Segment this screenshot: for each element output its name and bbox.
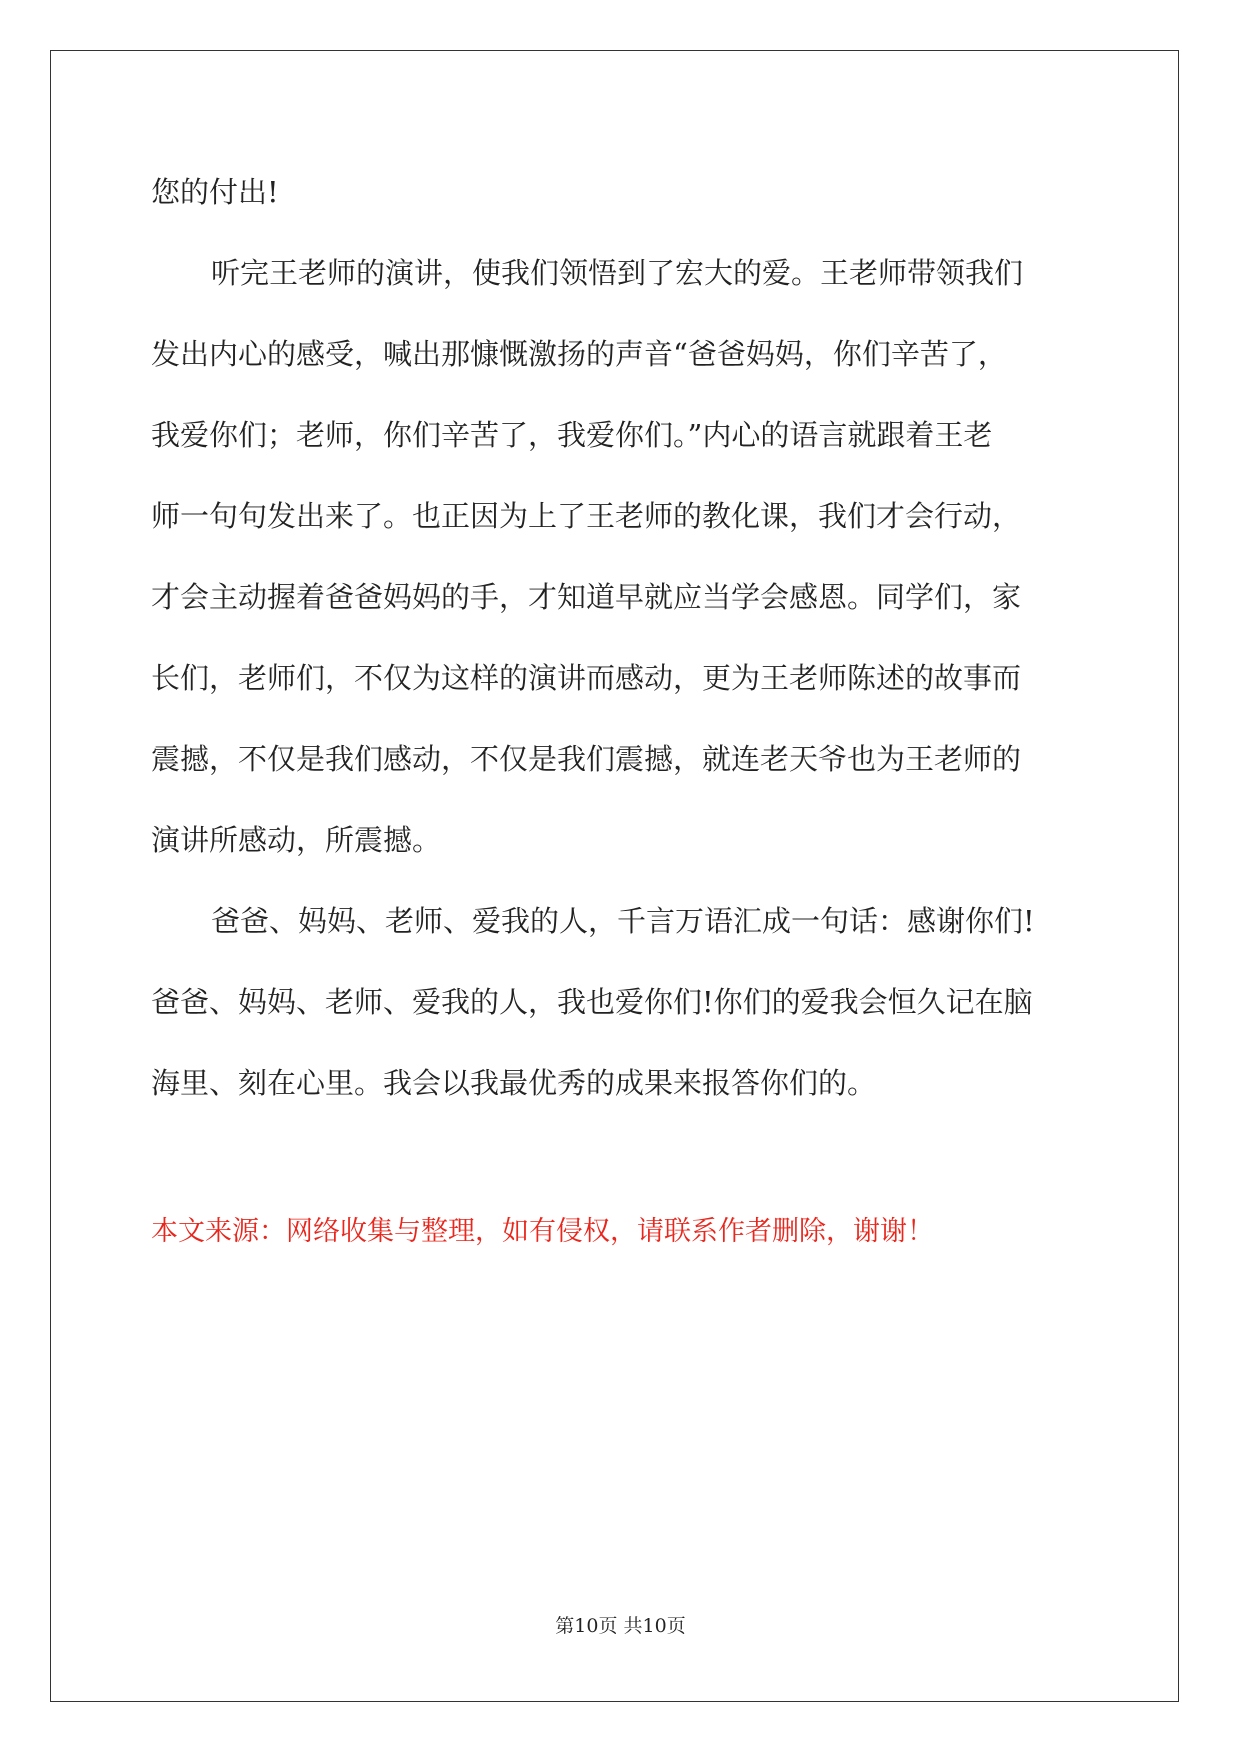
paragraph-line: 爸爸、妈妈、老师、爱我的人，千言万语汇成一句话：感谢你们! (211, 904, 1035, 938)
paragraph-line: 震撼，不仅是我们感动，不仅是我们震撼，就连老天爷也为王老师的 (151, 742, 1022, 776)
paragraph-line: 爸爸、妈妈、老师、爱我的人，我也爱你们!你们的爱我会恒久记在脑 (151, 985, 1033, 1019)
paragraph-line: 听完王老师的演讲，使我们领悟到了宏大的爱。王老师带领我们 (211, 256, 1024, 290)
paragraph-line: 演讲所感动，所震撼。 (151, 823, 442, 857)
paragraph-line: 您的付出! (151, 175, 279, 209)
paragraph-line: 师一句句发出来了。也正因为上了王老师的教化课，我们才会行动， (151, 499, 1022, 533)
paragraph-line: 我爱你们；老师，你们辛苦了，我爱你们。”内心的语言就跟着王老 (151, 418, 993, 452)
paragraph-line: 海里、刻在心里。我会以我最优秀的成果来报答你们的。 (151, 1066, 877, 1100)
page-footer: 第10页 共10页 (555, 1615, 686, 1637)
paragraph-line: 才会主动握着爸爸妈妈的手，才知道早就应当学会感恩。同学们，家 (151, 580, 1022, 614)
paragraph-line: 发出内心的感受，喊出那慷慨激扬的声音“爸爸妈妈，你们辛苦了， (151, 337, 1007, 371)
document-body (151, 152, 1091, 1124)
source-note: 本文来源：网络收集与整理，如有侵权，请联系作者删除，谢谢！ (151, 1216, 934, 1247)
paragraph-line: 长们，老师们，不仅为这样的演讲而感动，更为王老师陈述的故事而 (151, 661, 1022, 695)
